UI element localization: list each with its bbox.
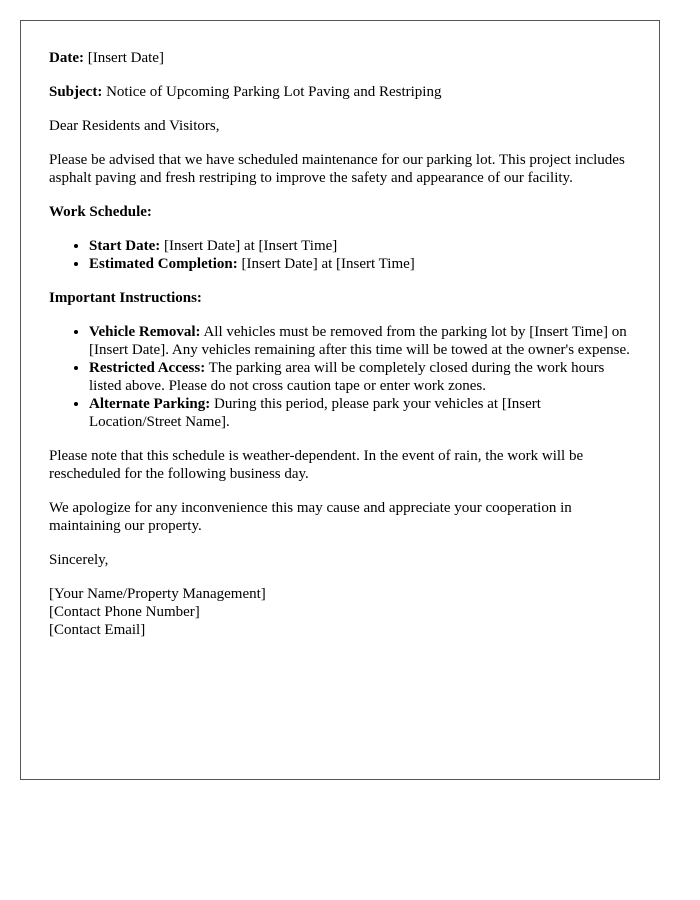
date-value: [Insert Date] [83, 50, 164, 66]
instructions-list [49, 323, 631, 431]
list-item-text: During this period, please park your vehicles at [Insert Location/Street Name]. [89, 396, 541, 430]
intro-paragraph: Please be advised that we have scheduled maintenance for our parking lot. This project includes asphalt paving and fresh restriping to improve the safety and appearance of our facility. [49, 152, 625, 186]
list-item [89, 395, 631, 431]
list-item [89, 359, 631, 395]
date-line [49, 49, 631, 67]
signature-phone: [Contact Phone Number] [49, 604, 200, 620]
list-item-label: Restricted Access: [89, 360, 206, 376]
list-item-text: [Insert Date] at [Insert Time] [160, 238, 338, 254]
apology-paragraph: We apologize for any inconvenience this may cause and appreciate your cooperation in maintaining our property. [49, 500, 572, 534]
subject-value: Notice of Upcoming Parking Lot Paving and Restriping [102, 84, 442, 100]
list-item-label: Start Date: [89, 238, 161, 254]
signature-name: [Your Name/Property Management] [49, 586, 266, 602]
instructions-heading: Important Instructions: [49, 290, 202, 306]
schedule-heading: Work Schedule: [49, 204, 152, 220]
weather-note: Please note that this schedule is weather-dependent. In the event of rain, the work will be rescheduled for the following business day. [49, 448, 584, 482]
letter-page [20, 20, 660, 780]
list-item-label: Vehicle Removal: [89, 324, 201, 340]
subject-line [49, 83, 631, 101]
list-item-text: The parking area will be completely closed during the work hours listed above. Please do not cross caution tape or enter work zones. [89, 360, 605, 394]
greeting: Dear Residents and Visitors, [49, 118, 220, 134]
date-label: Date: [49, 50, 84, 66]
list-item-text: All vehicles must be removed from the parking lot by [Insert Time] on [Insert Date]. Any vehicles remaining after this time will be towed at the owner's expense. [89, 324, 630, 358]
list-item-text: [Insert Date] at [Insert Time] [237, 256, 415, 272]
closing: Sincerely, [49, 552, 109, 568]
signature-email: [Contact Email] [49, 622, 146, 638]
list-item [89, 237, 631, 255]
list-item-label: Estimated Completion: [89, 256, 238, 272]
subject-label: Subject: [49, 84, 103, 100]
list-item [89, 255, 631, 273]
schedule-list [49, 237, 631, 273]
list-item [89, 323, 631, 359]
list-item-label: Alternate Parking: [89, 396, 211, 412]
